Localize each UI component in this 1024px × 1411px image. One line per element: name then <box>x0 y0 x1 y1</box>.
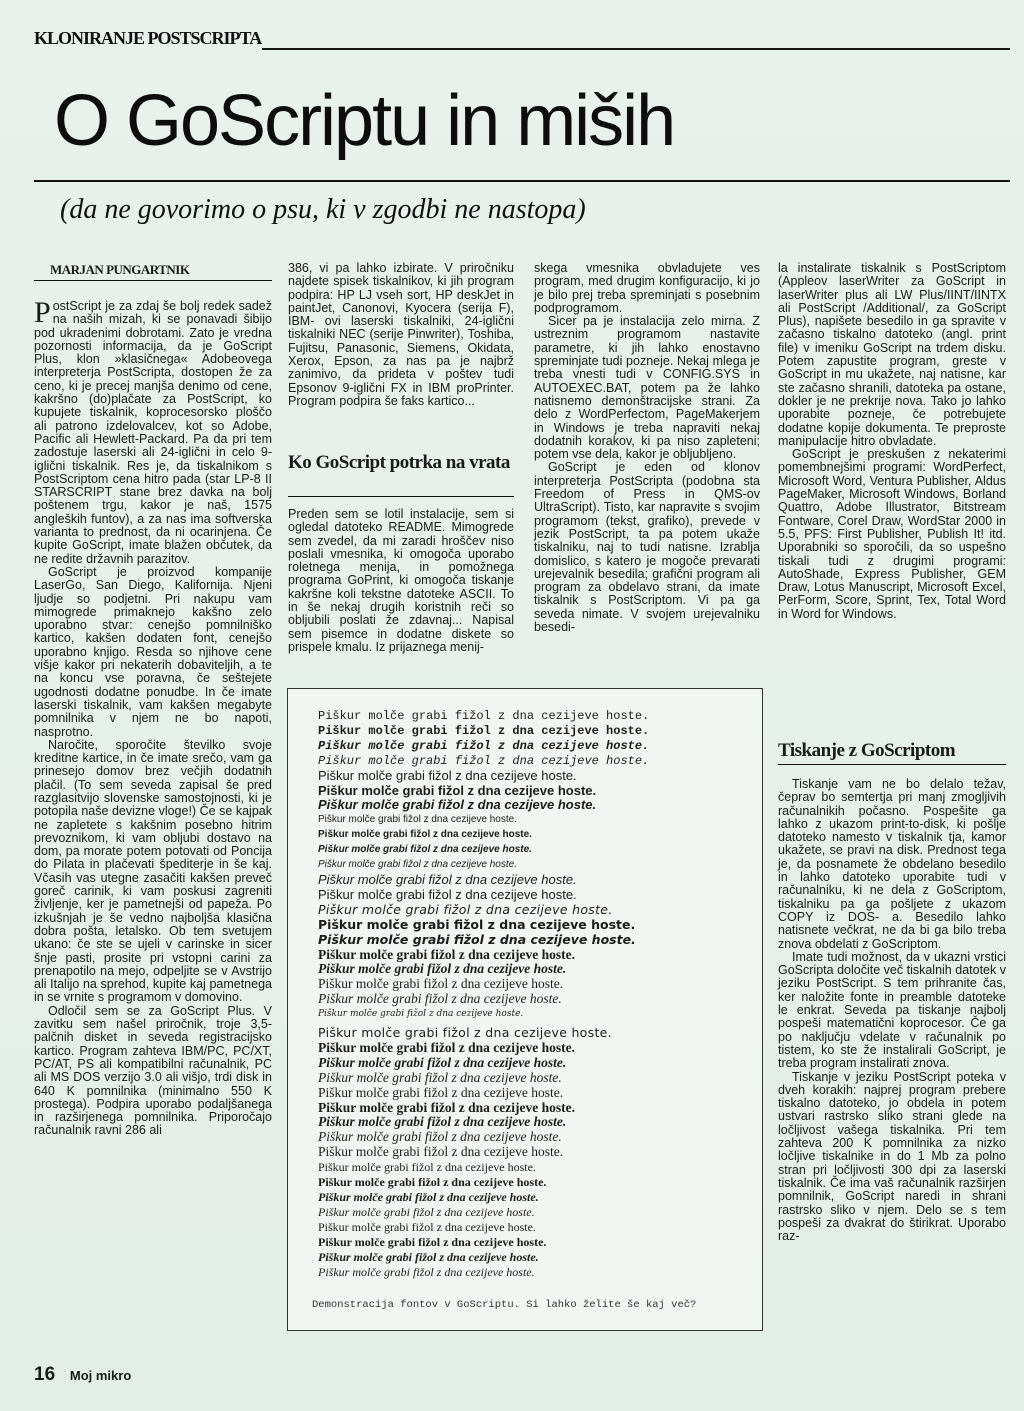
subheading-rule <box>778 764 1006 765</box>
font-sample-line: Piškur molče grabi fižol z dna cezijeve hoste. <box>318 1175 547 1190</box>
font-sample-line: Piškur molče grabi fižol z dna cezijeve hoste. <box>318 1219 536 1234</box>
paragraph: Tiskanje v jeziku PostScript poteka v dveh korakih: najprej program prebere tiskalno datoteko, jo obdela in potem ustvari rastrsko sliko strani glede na ločljivost vašega tiskalnika. Pri tem zahteva 200 K pomnilnika za nizko ločljive tiskalnike in do 1 Mb za polno stran pri ločljivosti 300 dpi za laserski tiskalnik. Če ima vaš računalnik razširjen pomnilnik, GoScript naredi in shrani rastrsko sliko v njem. Delo se s tem pospeši za dvakrat do štirikrat. Uporabo raz- <box>778 1069 1006 1244</box>
paragraph: 386, vi pa lahko izbirate. V priročniku najdete spisek tiskalnikov, ki jih program podpira: HP LJ vseh sort, HP deskJet in paintJet, Canonovi, Kyocera (serija F), IBM- ovi laserski tiskalniki, 24-iglični tiskalniki NEC (serije Pinwriter), Toshiba, Fujitsu, Panasonic, Siemens, Okidata, Xerox, Epson, za nas pa je najbrž zanimivo, da prideta v poštev tudi Epsonov 9-iglični FX in IBM proPrinter. Program podpira še faks kartico... <box>288 261 514 408</box>
font-sample-line: Piškur molče grabi fižol z dna cezijeve hoste. <box>318 829 532 841</box>
font-sample-line: Piškur molče grabi fižol z dna cezijeve hoste. <box>318 1039 575 1055</box>
paragraph: Imate tudi možnost, da v ukazni vrstici GoScripta določite več tiskalnih datotek v jeziku PostScript. S tem prihranite čas, ker naložite fonte in preamble datoteke le enkrat. Seveda pa tiskanje najbolj pospeši matematični koprocesor. Če ga po naključju vdelate v računalnik po tistem, ko ste že instalirali GoScript, je treba program instalirati znova. <box>778 949 1006 1071</box>
font-sample-line: Piškur molče grabi fižol z dna cezijeve hoste. <box>318 976 564 992</box>
title-rule <box>34 180 1010 182</box>
font-sample-line: Piškur molče grabi fižol z dna cezijeve hoste. <box>318 709 650 723</box>
font-sample-line: Piškur molče grabi fižol z dna cezijeve hoste. <box>318 1204 535 1219</box>
font-sample-line: Piškur molče grabi fižol z dna cezijeve hoste. <box>318 859 517 871</box>
font-sample-line: Piškur molče grabi fižol z dna cezijeve hoste. <box>318 916 636 932</box>
font-sample-line: Piškur molče grabi fižol z dna cezijeve hoste. <box>318 1160 536 1175</box>
font-sample-line: Piškur molče grabi fižol z dna cezijeve hoste. <box>318 961 567 977</box>
paragraph: GoScript je proizvod kompanije LaserGo, San Diego, Kalifornija. Njeni ljudje so podjetni. Pri nakupu vam mimogrede primaknejo kakšno zelo uporabno stvar: cenejšo pomnilniško kartico, kakšen dodaten font, cenejšo uporabno knjigo. Resda so njihove cene višje kakor pri nekaterih dobaviteljih, a te na koncu vse poravna, če seštejete ugodnosti dodatne ponudbe. In če imate laserski tiskalnik, vam kakšen megabyte pomnilnika v njem ne bo napoti, nasprotno. <box>34 564 272 739</box>
font-sample-line: Piškur molče grabi fižol z dna cezijeve hoste. <box>318 1099 575 1115</box>
figure-caption: Demonstracija fontov v GoScriptu. Si lahko želite še kaj več? <box>312 1299 697 1311</box>
font-sample-line: Piškur molče grabi fižol z dna cezijeve hoste. <box>318 1190 539 1204</box>
font-sample-line: Piškur molče grabi fižol z dna cezijeve hoste. <box>318 1054 567 1070</box>
font-sample-line: Piškur molče grabi fižol z dna cezijeve hoste. <box>318 1144 564 1160</box>
font-sample-line: Piškur molče grabi fižol z dna cezijeve hoste. <box>318 1025 612 1041</box>
font-sample-line: Piškur molče grabi fižol z dna cezijeve hoste. <box>318 1129 562 1145</box>
page-footer <box>34 1364 131 1386</box>
page-number: 16 <box>34 1364 56 1385</box>
font-sample-line: Piškur molče grabi fižol z dna cezijeve hoste. <box>318 782 597 798</box>
paragraph: Tiskanje vam ne bo delalo težav, čeprav bo semtertja pri manj zmogljivih računalnikih počasno. Pospešite ga lahko z ukazom print-to-disk, ki pošlje datoteko namesto v tiskalnik tja, kamor ukažete, se pravi na disk. Prednost tega je, da posnamete že obdelano besedilo in lahko datoteko uporabite tudi v računalniku, ki ne dela z GoScriptom, tiskalniku pa ga pošljete z ukazom COPY iz DOS- a. Besedilo lahko natisnete večkrat, ne da bi ga bilo treba znova obdelati z GoScriptom. <box>778 777 1006 951</box>
paragraph: skega vmesnika obvladujete ves program, med drugim konfiguracijo, ki jo je bilo prej treba spreminjati s posebnim podprogramom. <box>534 261 760 315</box>
paragraph: Sicer pa je instalacija zelo mirna. Z ustreznim programom nastavite parametre, ki jih lahko enostavno spreminjate tudi pozneje. Nekaj mlega je treba vnesti tudi v CONFIG.SYS in AUTOEXEC.BAT, potem pa že lahko natisnemo demonštracijske strani. Za delo z WordPerfectom, PageMakerjem in Windows je treba napraviti nekaj dodatnih korakov, ki pa niso zapleteni; potem vse dela, kakor je obljubljeno. <box>534 314 760 462</box>
section-label: KLONIRANJE POSTSCRIPTA <box>34 28 262 48</box>
column-4 <box>778 262 1006 621</box>
font-sample-list <box>318 709 758 1279</box>
font-sample-line: Piškur molče grabi fižol z dna cezijeve hoste. <box>318 946 575 962</box>
font-sample-line: Piškur molče grabi fižol z dna cezijeve hoste. <box>318 1234 547 1249</box>
article-title: O GoScriptu in miših <box>54 81 675 161</box>
drop-cap: P <box>34 296 51 329</box>
byline-rule <box>34 280 272 281</box>
subheading-ko-goscript: Ko GoScript potrka na vrata <box>288 452 510 473</box>
font-sample-line: Piškur molče grabi fižol z dna cezijeve hoste. <box>318 797 597 813</box>
author-byline: MARJAN PUNGARTNIK <box>50 262 190 277</box>
paragraph: Odločil sem se za GoScript Plus. V zavitku sem našel priročnik, troje 3,5-palčnih disket in seveda registracijsko kartico. Program zahteva IBM/PC, PC/XT, PC/AT, PS ali kompatibilni računalnik, PC ali MS DOS verzijo 3.0 ali višjo, trdi disk in 640 K pomnilnika (minimalno 550 K prostega). Podpira uporabo podaljšanega in razširjenega pomnilnika. Priporočajo računalnik ravni 286 ali <box>34 1003 272 1138</box>
paragraph <box>34 296 272 566</box>
font-demo-box <box>287 688 763 1331</box>
font-sample-line: Piškur molče grabi fižol z dna cezijeve hoste. <box>318 753 650 768</box>
magazine-name: Moj mikro <box>69 1368 132 1383</box>
paragraph: GoScript je preskušen z nekaterimi pomembnejšimi programi: WordPerfect, Microsoft Word, Ventura Publisher, Aldus PageMaker, Microsoft Windows, Borland Quattro, Adobe Illustrator, Bitstream Fontware, Corel Draw, WordStar 2000 in 5.5, PFS: First Publisher, Publish It! itd. Uporabniki so sporočili, da so uspešno tiskali tudi z drugimi programi: AutoShade, Express Publisher, GEM Draw, Lotus Manuscript, Microsoft Excel, PerForm, Score, Sprint, Tex, Total Word in Word for Windows. <box>778 447 1006 621</box>
font-sample-line: Piškur molče grabi fižol z dna cezijeve hoste. <box>318 723 650 738</box>
font-sample-line: Piškur molče grabi fižol z dna cezijeve hoste. <box>318 844 532 856</box>
column-2-lower <box>288 508 514 654</box>
font-sample-line: Piškur molče grabi fižol z dna cezijeve hoste. <box>318 901 613 917</box>
font-sample-line: Piškur molče grabi fižol z dna cezijeve hoste. <box>318 1069 562 1085</box>
section-rule <box>262 48 1010 50</box>
paragraph: Preden sem se lotil instalacije, sem si ogledal datoteko README. Mimogrede sem zvedel, da mi zaradi hroščev niso poslali vmesnika, ki omogoča uporabo roletnega menija, in pomožnega programa GoPrint, ki omogoča tiskanje kakršne koli tekstne datoteke ASCII. To in še nekaj drugih koristnih reči so obljubili poslati že zdavnaj... Napisal sem pisemce in dodatne diskete so prispele kmalu. Iz prijaznega menij- <box>288 507 514 654</box>
font-sample-line: Piškur molče grabi fižol z dna cezijeve hoste. <box>318 991 562 1007</box>
column-1 <box>34 296 272 1138</box>
font-sample-line: Piškur molče grabi fižol z dna cezijeve hoste. <box>318 767 577 783</box>
subheading-rule <box>288 496 514 497</box>
font-sample-line: Piškur molče grabi fižol z dna cezijeve hoste. <box>318 738 650 753</box>
font-sample-line: Piškur molče grabi fižol z dna cezijeve hoste. <box>318 1009 524 1020</box>
font-sample-line: Piškur molče grabi fižol z dna cezijeve hoste. <box>318 1249 539 1264</box>
column-3 <box>534 262 760 634</box>
column-4-lower <box>778 778 1006 1243</box>
column-2 <box>288 262 514 408</box>
font-sample-line: Piškur molče grabi fižol z dna cezijeve hoste. <box>318 886 577 902</box>
font-sample-line: Piškur molče grabi fižol z dna cezijeve hoste. <box>318 871 577 887</box>
paragraph-text: ostScript je za zdaj še bolj redek sadež na naših mizah, ki se ponavadi šibijo pod ukradenimi dobrotami. Zato je vredna pozornosti informacija, da je GoScript Plus, klon »klasičnega« Adobeovega interpreterja PostScripta, dostopen že za ceno, ki je precej manjša denimo od cene, kakršno (do)plačate za PostScript, ko kupujete tiskalnik, koprocesorsko ploščo ali patrono izdelovalcev, kot so Adobe, Pacific ali Hewlett-Packard. Pa da pri tem zadostuje laserski ali 24-iglični in celo 9-iglični tiskalnik. Res je, da tiskalnikom s PostScriptom cena hitro pada (star LP-8 II STARSCRIPT stane brez davka na bolj poštenem trgu, kakor je naš, 1575 angleških funtov), a za nas ima softverska varianta to prednost, da ni ocarinjena. Če kupite GoScript, imate blažen občutek, da ne redite državnih parazitov. <box>34 299 272 566</box>
font-sample-line: Piškur molče grabi fižol z dna cezijeve hoste. <box>318 1114 567 1130</box>
paragraph: GoScript je eden od klonov interpreterja PostScripta (podobna sta Freedom of Press in QMS-ov UltraScript). Tisto, kar napravite s svojim programom (tekst, grafiko), prevede v jezik PostScript, ta pa potem ukaže tiskalniku, naj to tudi natisne. Izrablja domislico, s katero je mogoče prevarati urejevalnik besedila; grafični program ali program za obdelavo strani, da imate tiskalnik s PostScriptom. Vi pa ga seveda nimate. V svojem urejevalniku besedi- <box>534 460 760 635</box>
font-sample-line: Piškur molče grabi fižol z dna cezijeve hoste. <box>318 1264 535 1279</box>
font-sample-line: Piškur molče grabi fižol z dna cezijeve hoste. <box>318 814 517 826</box>
font-sample-line: Piškur molče grabi fižol z dna cezijeve hoste. <box>318 1084 564 1100</box>
paragraph: la instalirate tiskalnik s PostScriptom (Appleov laserWriter za GoScript in laserWriter plus ali LW Plus/IINT/IINTX ali PostScript /Additional/, za GoScript Plus), napišete besedilo in ga spravite v začasno tiskalno datoteko (angl. print file) v imeniku GoScript na trdem disku. Potem zapustite program, greste v GoScript in mu ukažete, naj natisne, kar ste začasno shranili, datoteka pa ostane, dokler je ne prekrije nova. Tako jo lahko uporabite pozneje, če potrebujete dodatne kopije dokumenta. Te preproste manipulacije hitro obvladate. <box>778 261 1006 448</box>
article-subtitle: (da ne govorimo o psu, ki v zgodbi ne nastopa) <box>60 194 586 225</box>
paragraph: Naročite, sporočite številko svoje kreditne kartice, in če imate srečo, vam ga prinesejo domov brez večjih dodatnih plačil. (To sem seveda zapisal še pred razglasitvijo slovenske samostojnosti, ki je potopila naše devizne vloge!) Če se kajpak ne zapletete s kakšnim posebno hitrim prevoznikom, ki vam obljubi dostavo na dom, pa morate potem potovati od Poncija do Pilata in plačevati špediterje in še kaj. Včasih vas utegne zasačiti kakšen preveč goreč carinik, ki vam poskusi zagreniti življenje, ker je pametnejši od papeža. Po izkušnjah je še vedno najboljša klasična dobra pošta, letalsko. Ob tem svetujem ukano: če ste se ujeli v carinske in sicer šnje pasti, prosite pri vstopni carini za prenapotilo na mejo, odpeljite se v Avstrijo ali Italijo na sprehod, kupite kaj pametnega in se vrnite s programom v domovino. <box>34 737 272 1005</box>
font-sample-line: Piškur molče grabi fižol z dna cezijeve hoste. <box>318 931 636 947</box>
subheading-tiskanje: Tiskanje z GoScriptom <box>778 740 956 761</box>
